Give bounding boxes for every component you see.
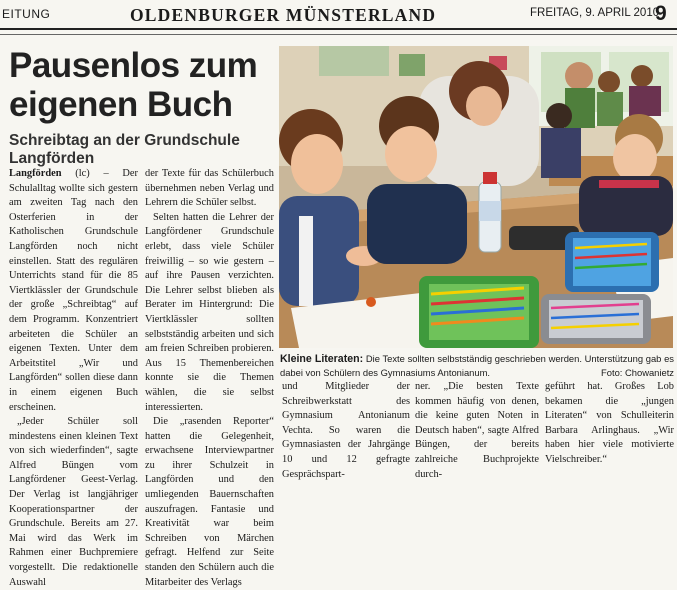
photo-caption — [280, 352, 674, 380]
photo-credit: Foto: Chowanietz — [601, 367, 674, 379]
issue-date: FREITAG, 9. APRIL 2010 — [530, 7, 660, 19]
article-photo — [279, 46, 673, 348]
article-column-5 — [545, 380, 674, 468]
article-column-3 — [282, 380, 410, 482]
classroom-photo — [279, 46, 673, 348]
paragraph: „Jeder Schüler soll mindestens einen kleinen Text von sich wiederfinden“, sagte Alfred Büngen vom Langfördener Geest-Verlag. Der Verlag ist langjähriger Kooperationspartner der Grundschule. Bereits am 27. Mai wird das Werk im Rahmen einer Buchpremiere vorgestellt. Die redaktionelle Auswahl — [9, 416, 138, 588]
headline-line-1: Pausenlos zum — [9, 46, 258, 85]
article-column-2 — [145, 167, 274, 590]
newspaper-title: OLDENBURGER MÜNSTERLAND — [130, 5, 437, 25]
header-rule-thin — [0, 34, 677, 35]
paragraph: Die „rasenden Reporter“ hatten die Gelegenheit, erwachsene Interviewpartner zu ihrer Schulzeit in Langförden und den umliegenden Bauernschaften auszufragen. Fantasie und Kreativität war beim Schreiben von Märchen gefragt. Helfend zur Seite standen den Schülern auch die Mitarbeiter des Verlags — [145, 416, 274, 588]
subheadline: Schreibtag an der Grundschule Langförden — [9, 132, 240, 167]
paragraph: und Mitglieder der Schreibwerkstatt des Gymnasium Antonianum Vechta. So waren die Gymnasiasten der Jahrgänge 10 und 12 gefragte Gesprächspart- — [282, 381, 410, 480]
caption-title: Kleine Literaten: — [280, 353, 364, 365]
paragraph-text: (lc) – Der Schulalltag wollte sich gestern am zweiten Tag nach den Osterferien in der Katholischen Grundschule Langförden noch nicht einstellen. Statt des regulären Unterrichts stand für die 85 Viertklässler der Grundschule der große „Schreibtag“ auf dem Programm. Konzentriert arbeiteten die Schüler an eigenen Texten. Unter dem Arbeitstitel „Wir und Langförden“ sollen diese dann in einem eigenen Buch erscheinen. — [9, 168, 138, 413]
headline-line-2: eigenen Buch — [9, 85, 233, 124]
paragraph: ner. „Die besten Texte kommen häufig von denen, die keine guten Noten in Deutsch haben“, sagte Alfred Büngen, der bereits zahlreiche Buchprojekte durch- — [415, 381, 539, 480]
paragraph: Selten hatten die Lehrer der Langfördener Grundschule erlebt, dass viele Schüler freiwillig – so wie gestern – auf ihre Pausen verzichten. Die Lehrer selbst blieben als Berater im Hintergrund: Die Viertklässler sollten selbstständig arbeiten und sich am freien Schreiben probieren. Aus 15 Themenbereichen konnte sie die Themen wählen, die sie selbst interessierten. — [145, 211, 274, 413]
caption-text: Die Texte sollten selbstständig geschrieben werden. Unterstützung gab es dabei von Schülern des Gymnasiums Antonianum. — [280, 353, 674, 379]
header-rule — [0, 28, 677, 30]
page-number: 9 — [655, 2, 667, 25]
paragraph — [9, 167, 138, 415]
article-column-1 — [9, 167, 138, 590]
section-label: EITUNG — [2, 7, 51, 21]
dateline: Langförden — [9, 168, 62, 179]
headline — [9, 46, 274, 124]
paragraph: geführt hat. Großes Lob bekamen die „jungen Literaten“ von Schulleiterin Barbara Arlinghaus. „Wir haben hier viele motivierte Vielschreiber.“ — [545, 381, 674, 465]
article-column-4 — [415, 380, 539, 482]
paragraph: der Texte für das Schülerbuch übernehmen neben Verlag und Lehrern die Schüler selbst. — [145, 168, 274, 209]
